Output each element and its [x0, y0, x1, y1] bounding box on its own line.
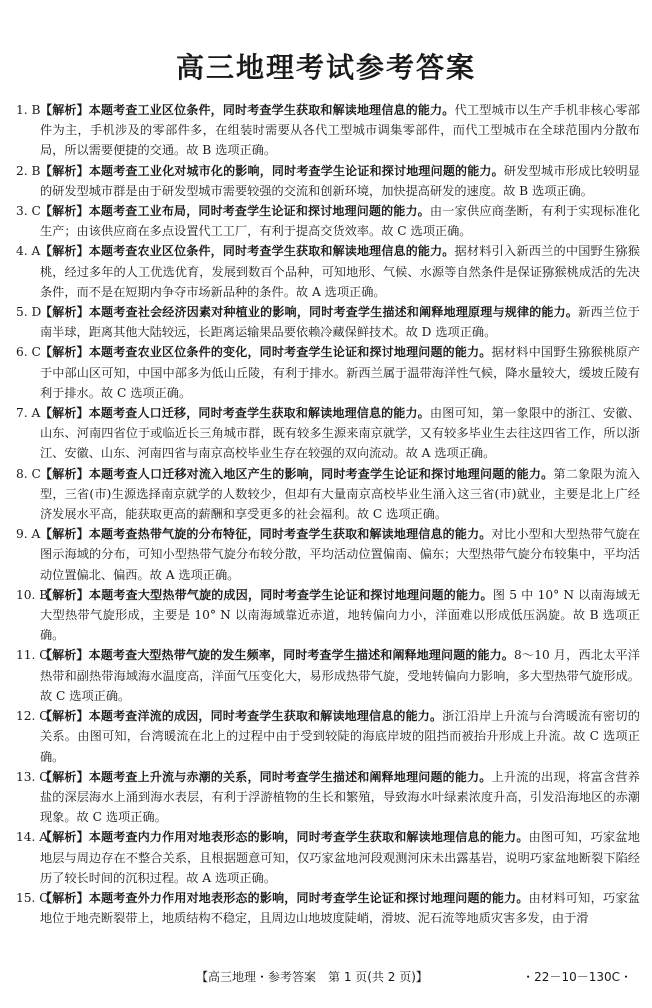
answer-number: 4. A	[16, 244, 41, 259]
answer-number: 1. B	[16, 103, 41, 117]
analysis-body: 第二象限为流入型，三省(市)生源选择南京就学的人数较少，但却有大量南京高校毕业生涌入这三省(市)就业，主要是北上广经济发展水平高，能获取更高的薪酬和享受更多的社会福利。故 C 选项正确。	[40, 466, 640, 522]
analysis-body: 浙江沿岸上升流与台湾暖流有密切的关系。由图可知，台湾暖流在北上的过程中由于受到较陡的海底岸坡的阻挡而被抬升形成上升流。故 C 选项正确。	[40, 709, 640, 764]
analysis-keyword: 【解析】	[40, 890, 89, 905]
analysis-body: 8～10 月，西北太平洋热带和副热带海域海水温度高，洋面气压变化大，易形成热带气旋，受地转偏向力影响，多大型热带气旋形成。故 C 选项正确。	[40, 648, 640, 703]
answer-number: 15. C	[16, 890, 49, 905]
analysis-keyword: 【解析】	[40, 587, 89, 602]
analysis-keyword: 【解析】	[40, 466, 89, 481]
analysis-keyword: 【解析】	[40, 406, 89, 421]
answer-item	[16, 241, 640, 302]
analysis-keyword: 【解析】	[40, 163, 89, 178]
footer-page-info: 【高三地理・参考答案 第 1 页(共 2 页)】	[196, 970, 428, 984]
answer-item	[16, 645, 640, 706]
answer-item	[16, 888, 640, 928]
analysis-keyword: 【解析】	[40, 648, 89, 663]
analysis-lead: 本题考查上升流与赤潮的关系，同时考查学生描述和阐释地理问题的能力。	[88, 769, 492, 784]
answer-number: 7. A	[16, 406, 41, 421]
analysis-lead: 本题考查农业区位条件，同时考查学生获取和解读地理信息的能力。	[88, 244, 455, 259]
analysis-keyword: 【解析】	[40, 830, 89, 845]
analysis-body: 据材料引入新西兰的中国野生猕猴桃，经过多年的人工优选优育，发展到数百个品种，可知地形、气候、水源等自然条件是保证猕猴桃成活的先决条件，而不是在短期内争夺市场新品种的条件。故 A 选项正确。	[40, 244, 640, 299]
analysis-lead: 本题考查热带气旋的分布特征，同时考查学生获取和解读地理信息的能力。	[88, 527, 492, 542]
analysis-lead: 本题考查工业布局，同时考查学生论证和探讨地理问题的能力。	[88, 204, 430, 219]
analysis-lead: 本题考查内力作用对地表形态的影响，同时考查学生获取和解读地理信息的能力。	[88, 830, 529, 845]
analysis-body: 由图可知，第一象限中的浙江、安徽、山东、河南四省位于或临近长三角城市群，既有较多生源来南京就学，又有较多毕业生去往这四省工作，所以浙江、安徽、山东、河南四省与南京高校毕业生存在较强的双向流动。故 A 选项正确。	[40, 406, 640, 461]
answer-number: 12. C	[16, 709, 49, 724]
answer-number: 2. B	[16, 163, 41, 178]
answer-number: 14. A	[16, 830, 49, 845]
footer-doc-code: ・22－10－130C・	[522, 970, 632, 984]
answer-number: 8. C	[16, 466, 41, 481]
analysis-lead: 本题考查农业区位条件的变化，同时考查学生论证和探讨地理问题的能力。	[88, 345, 492, 360]
analysis-body: 新西兰位于南半球，距离其他大陆较远，长距离运输果品要依赖冷藏保鲜技术。故 D 选项正确。	[40, 305, 640, 340]
analysis-lead: 本题考查工业区位条件，同时考查学生获取和解读地理信息的能力。	[88, 103, 455, 117]
answer-item	[16, 201, 640, 241]
analysis-lead: 本题考查洋流的成因，同时考查学生获取和解读地理信息的能力。	[88, 709, 443, 724]
answer-item	[16, 100, 640, 161]
answer-item	[16, 827, 640, 888]
analysis-keyword: 【解析】	[40, 769, 89, 784]
analysis-keyword: 【解析】	[40, 527, 89, 542]
answer-item	[16, 342, 640, 403]
answer-number: 10. B	[16, 587, 49, 602]
analysis-body: 对比小型和大型热带气旋在图示海域的分布，可知小型热带气旋分布较分散，平均活动位置偏南、偏东；大型热带气旋分布较集中，平均活动位置偏北、偏西。故 A 选项正确。	[40, 527, 640, 582]
analysis-lead: 本题考查社会经济因素对种植业的影响，同时考查学生描述和阐释地理原理与规律的能力。	[88, 305, 579, 320]
analysis-body: 代工型城市以生产手机非核心零部件为主，手机涉及的零部件多，在组装时需要从各代工型城市调集零部件，而代工型城市在全球范围内分散布局，所以需要便捷的交通。故 B 选项正确。	[40, 103, 640, 158]
answer-number: 11. C	[16, 648, 49, 663]
answer-item	[16, 464, 640, 525]
analysis-body: 由一家供应商垄断，有利于实现标准化生产；由该供应商在多点设置代工工厂，有利于提高交货效率。故 C 选项正确。	[40, 204, 640, 239]
analysis-body: 由图可知，巧家盆地地层与周边存在不整合关系，且根据题意可知，仅巧家盆地河段观测河床未出露基岩，说明巧家盆地断裂下陷经历了较长时间的沉积过程。故 A 选项正确。	[40, 830, 640, 885]
analysis-keyword: 【解析】	[40, 305, 89, 320]
analysis-keyword: 【解析】	[40, 709, 89, 724]
answer-item	[16, 706, 640, 767]
answer-number: 3. C	[16, 204, 41, 219]
answer-number: 9. A	[16, 527, 41, 542]
answer-item	[16, 302, 640, 342]
analysis-lead: 本题考查工业化对城市化的影响，同时考查学生论证和探讨地理问题的能力。	[88, 163, 504, 178]
answer-item	[16, 403, 640, 464]
answer-number: 5. D	[16, 305, 42, 320]
analysis-lead: 本题考查外力作用对地表形态的影响，同时考查学生论证和探讨地理问题的能力。	[88, 890, 529, 905]
analysis-lead: 本题考查人口迁移对流入地区产生的影响，同时考查学生论证和探讨地理问题的能力。	[88, 466, 554, 481]
analysis-lead: 本题考查大型热带气旋的发生频率，同时考查学生描述和阐释地理问题的能力。	[88, 648, 514, 663]
analysis-keyword: 【解析】	[40, 244, 89, 259]
analysis-lead: 本题考查大型热带气旋的成因，同时考查学生论证和探讨地理问题的能力。	[88, 587, 493, 602]
analysis-lead: 本题考查人口迁移，同时考查学生获取和解读地理信息的能力。	[88, 406, 430, 421]
analysis-body: 由材料可知，巧家盆地位于地壳断裂带上，地质结构不稳定，且周边山地坡度陡峭，滑坡、泥石流等地质灾害多发，由于滑	[40, 890, 640, 926]
analysis-keyword: 【解析】	[40, 345, 89, 360]
answer-list	[16, 100, 640, 928]
answer-item	[16, 524, 640, 585]
answer-item	[16, 161, 640, 201]
analysis-keyword: 【解析】	[40, 103, 89, 117]
answer-number: 6. C	[16, 345, 41, 360]
answer-number: 13. C	[16, 769, 49, 784]
analysis-keyword: 【解析】	[40, 204, 89, 219]
answer-item	[16, 767, 640, 828]
analysis-body: 据材料中国野生猕猴桃原产于中部山区可知，中国中部多为低山丘陵，有利于排水。新西兰属于温带海洋性气候，降水量较大，缓坡丘陵有利于排水。故 C 选项正确。	[40, 345, 640, 400]
answer-item	[16, 585, 640, 646]
page-title: 高三地理考试参考答案	[175, 51, 476, 84]
analysis-body: 上升流的出现，将富含营养盐的深层海水上涌到海水表层，有利于浮游植物的生长和繁殖，导致海水叶绿素浓度升高，引发沿海地区的赤潮现象。故 C 选项正确。	[40, 769, 640, 825]
analysis-body: 研发型城市形成比较明显的研发型城市群是由于研发型城市需要较强的交流和创新环境，加快提高研发的速度。故 B 选项正确。	[40, 163, 640, 198]
analysis-body: 图 5 中 10° N 以南海域无大型热带气旋形成，主要是 10° N 以南海域靠近赤道，地转偏向力小，洋面难以形成低压涡旋。故 B 选项正确。	[40, 587, 640, 643]
